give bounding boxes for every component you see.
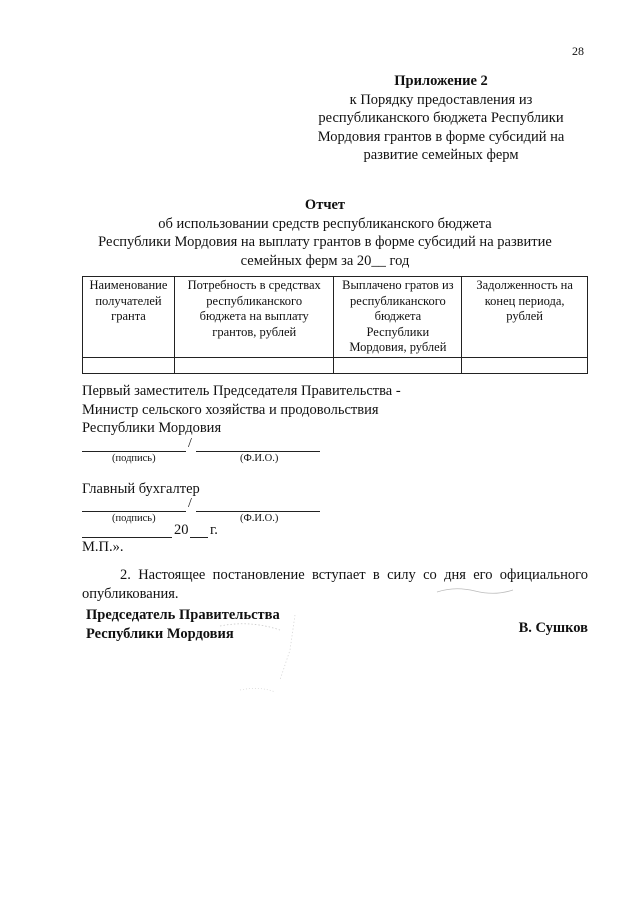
date-suffix: г. bbox=[210, 522, 218, 538]
signature-line bbox=[82, 451, 186, 452]
chairman-name: В. Сушков bbox=[518, 620, 588, 636]
table-header-cell: Наименование получателей гранта bbox=[83, 277, 175, 358]
name-line bbox=[196, 451, 320, 452]
signature-scribble bbox=[435, 584, 515, 598]
report-line: семейных ферм за 20__ год bbox=[240, 252, 410, 269]
effective-date-paragraph: 2. Настоящее постановление вступает в силу со дня его официального опубликования. bbox=[82, 567, 588, 602]
report-table bbox=[82, 276, 588, 374]
table-header-row bbox=[83, 277, 588, 358]
appendix-title: Приложение 2 bbox=[394, 73, 488, 89]
name-caption: (Ф.И.О.) bbox=[240, 513, 279, 524]
table-header-cell: Задолженность на конец периода, рублей bbox=[462, 277, 588, 358]
report-line: Республики Мордовия на выплату грантов в форме субсидий на развитие bbox=[98, 234, 552, 250]
report-line: об использовании средств республиканского бюджета bbox=[158, 215, 492, 232]
table-row bbox=[83, 357, 588, 373]
first-deputy-block bbox=[82, 382, 401, 438]
chairman-line: Республики Мордовия bbox=[86, 626, 234, 642]
appendix-header bbox=[300, 72, 582, 165]
seal-mark: М.П.». bbox=[82, 539, 124, 555]
signature-caption: (подпись) bbox=[112, 513, 156, 524]
date-line bbox=[82, 537, 172, 538]
chairman-line: Председатель Правительства bbox=[86, 607, 280, 623]
table-cell bbox=[174, 357, 334, 373]
signer-title-line: Первый заместитель Председателя Правительства - bbox=[82, 383, 401, 399]
separator-slash: / bbox=[188, 436, 192, 451]
table-header-cell: Выплачено гратов из республиканского бюджета Республики Мордовия, рублей bbox=[334, 277, 462, 358]
table-cell bbox=[334, 357, 462, 373]
signer-title-line: Министр сельского хозяйства и продовольствия bbox=[82, 401, 379, 418]
date-year-line bbox=[190, 537, 208, 538]
appendix-line: к Порядку предоставления из bbox=[349, 91, 533, 108]
table-header-cell: Потребность в средствах республиканского бюджета на выплату грантов, рублей bbox=[174, 277, 334, 358]
signature-caption: (подпись) bbox=[112, 453, 156, 464]
report-heading bbox=[60, 196, 590, 270]
table-cell bbox=[83, 357, 175, 373]
appendix-line: развитие семейных ферм bbox=[363, 147, 519, 163]
table-cell bbox=[462, 357, 588, 373]
chief-accountant-title: Главный бухгалтер bbox=[82, 481, 200, 497]
name-caption: (Ф.И.О.) bbox=[240, 453, 279, 464]
appendix-line: Мордовия грантов в форме субсидий на bbox=[317, 128, 565, 145]
separator-slash: / bbox=[188, 496, 192, 511]
page-number: 28 bbox=[572, 44, 584, 58]
signer-title-line: Республики Мордовия bbox=[82, 420, 222, 436]
date-year-prefix: 20 bbox=[174, 522, 189, 538]
report-title: Отчет bbox=[304, 197, 346, 213]
appendix-line: республиканского бюджета Республики bbox=[318, 110, 564, 126]
faint-stamp-mark bbox=[200, 590, 320, 700]
name-line bbox=[196, 511, 320, 512]
signature-line bbox=[82, 511, 186, 512]
